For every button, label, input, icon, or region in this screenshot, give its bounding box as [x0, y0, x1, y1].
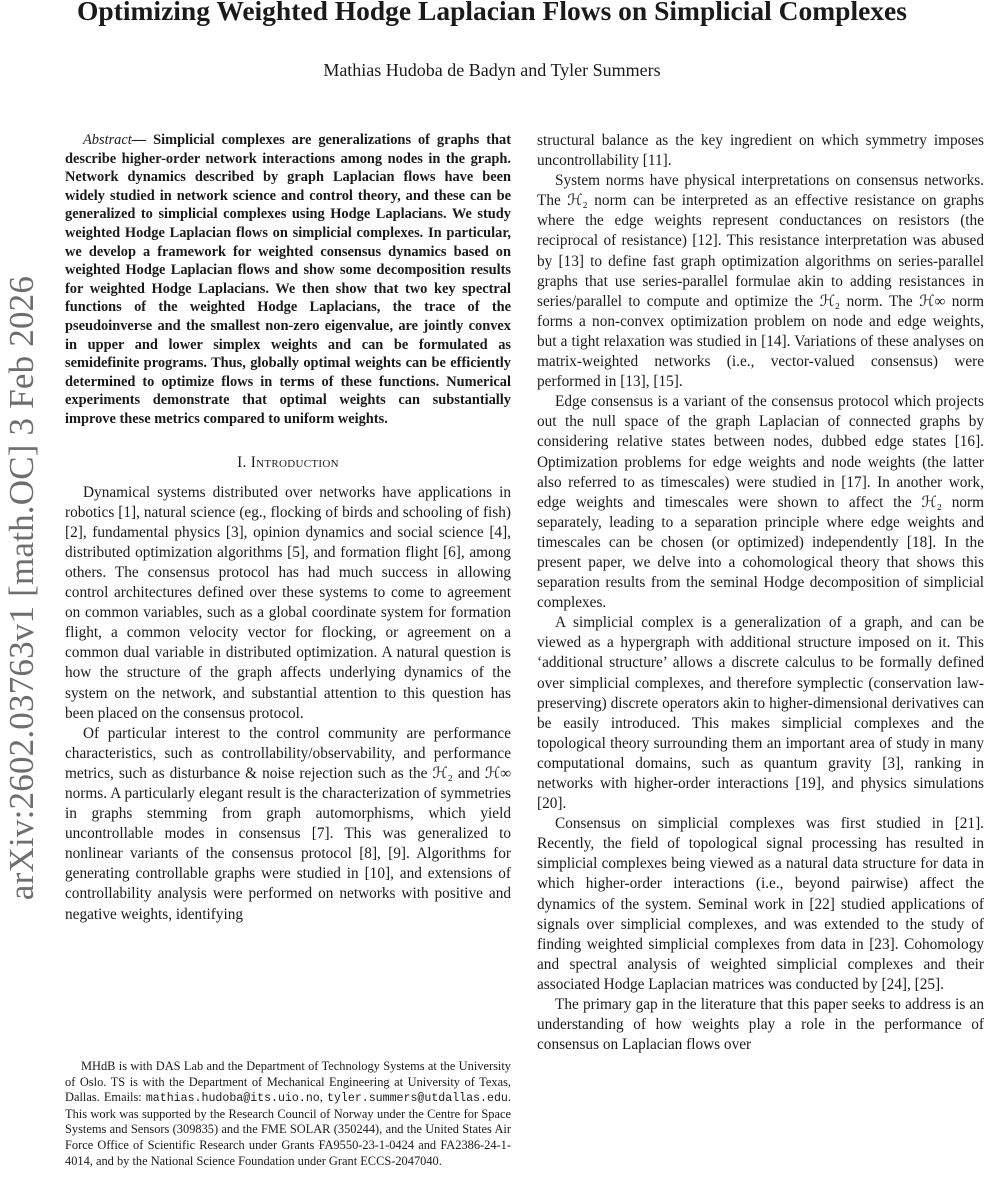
left-column — [65, 131, 511, 1200]
body-paragraph: Of particular interest to the control community are performance characteristics, such as controllability/observability, and performance metrics, such as disturbance & noise rejection such as the ℋ₂ and ℋ∞ norms. A particularly elegant result is the characterization of symmetries in graphs stemming from graph automorphisms, which yield uncontrollable modes in consensus [7]. This was generalized to nonlinear variants of the consensus protocol [8], [9]. Algorithms for generating controllable graphs were studied in [10], and extensions of controllability analysis were performed on networks with positive and negative weights, identifying — [65, 724, 511, 923]
email-link[interactable]: mathias.hudoba@its.uio.no — [145, 1092, 320, 1106]
footnote-separator: , — [319, 1090, 327, 1105]
right-column — [537, 131, 984, 1200]
footnote — [65, 1059, 511, 1169]
footnote-funding: . This work was supported by the Research Council of Norway under the Centre for Space Systems and Sensors (309835) and the FME SOLAR (350244), and the United States Air Force Office of Scientific Research under Grants FA9550-23-1-0424 and FA2386-24-1-4014, and by the National Science Foundation under Grant ECCS-2047040. — [65, 1090, 511, 1168]
body-paragraph: The primary gap in the literature that this paper seeks to address is an understanding of how weights play a role in the performance of consensus on Laplacian flows over — [537, 996, 984, 1054]
body-paragraph: Edge consensus is a variant of the consensus protocol which projects out the null space of the graph Laplacian of connected graphs by considering relative states between nodes, dubbed edge states [16]. Optimization problems for edge weights and node weights (the latter also referred to as timescales) were studied in [17]. In another work, edge weights and timescales were shown to affect the ℋ₂ norm separately, leading to a separation principle where edge weights and timescales can be chosen (or optimized) independently [18]. In the present paper, we delve into a cohomological theory that shows this separation results from the seminal Hodge decomposition of simplicial complexes. — [537, 393, 984, 612]
body-paragraph: A simplicial complex is a generalization of a graph, and can be viewed as a hypergraph with additional structure imposed on it. This ‘additional structure’ allows a discrete calculus to be formally defined over simplicial complexes, and therefore symplectic (conservation law-preserving) discrete operators akin to higher-dimensional derivatives can be easily introduced. This makes simplicial complexes and the topological theory surrounding them an important area of study in many computational domains, such as quantum gravity [3], ranking in networks with higher-order interactions [19], and physics simulations [20]. — [537, 614, 984, 813]
body-paragraph: System norms have physical interpretations on consensus networks. The ℋ₂ norm can be interpreted as an effective resistance on graphs where the edge weights represent conductances on resistors (the reciprocal of resistance) [12]. This resistance interpretation was abused by [13] to define fast graph optimization algorithms on series-parallel graphs that use series-parallel formulae akin to adding resistances in series/parallel to compute and optimize the ℋ₂ norm. The ℋ∞ norm forms a non-convex optimization problem on node and edge weights, but a tight relaxation was studied in [14]. Variations of these analyses on matrix-weighted networks (i.e., vector-valued consensus) were performed in [13], [15]. — [537, 172, 984, 391]
arxiv-watermark — [0, 258, 44, 918]
abstract — [65, 131, 511, 429]
email-link[interactable]: tyler.summers@utdallas.edu — [326, 1092, 508, 1106]
section-heading-introduction: I. Introduction — [237, 453, 339, 471]
abstract-text: — Simplicial complexes are generalizations of graphs that describe higher-order network interactions among nodes in the graph. Network dynamics described by graph Laplacian flows have been widely studied in network science and control theory, and these can be generalized to simplicial complexes using Hodge Laplacians. We study weighted Hodge Laplacian flows on simplicial complexes. In particular, we develop a framework for weighted consensus dynamics based on weighted Hodge Laplacian flows and show some decomposition results for weighted Hodge Laplacians. We then show that two key spectral functions of the weighted Hodge Laplacians, the trace of the pseudoinverse and the smallest non-zero eigenvalue, are jointly convex in upper and lower simplex weights and can be formulated as semidefinite programs. Thus, globally optimal weights can be efficiently determined to optimize flows in terms of these functions. Numerical experiments demonstrate that optimal weights can substantially improve these metrics compared to uniform weights. — [65, 132, 511, 427]
body-paragraph: Dynamical systems distributed over networks have applications in robotics [1], natural science (eg., flocking of birds and schooling of fish) [2], fundamental physics [3], opinion dynamics and social science [4], distributed optimization algorithms [5], and formation flight [6], among others. The consensus protocol has had much success in allowing control architectures defined over these systems to come to agreement on common variables, such as a global coordinate system for formation flight, a common velocity vector for flocking, or agreement on a common dual variable in distributed optimization. A natural question is how the structure of the graph affects underlying dynamics of the system on the network, and substantial attention to this question has been placed on the consensus protocol. — [65, 483, 511, 722]
body-paragraph: Consensus on simplicial complexes was first studied in [21]. Recently, the field of topological signal processing has resulted in simplicial complexes being viewed as a natural data structure for data in which higher-order interactions (i.e., beyond pairwise) affect the dynamics of the system. Seminal work in [22] studied applications of signals over simplicial complexes, and was extended to the study of finding weighted simplicial complexes from data in [23]. Cohomology and spectral analysis of weighted simplicial complexes and their associated Hodge Laplacian matrices was conducted by [24], [25]. — [537, 815, 984, 993]
paper-authors: Mathias Hudoba de Badyn and Tyler Summers — [323, 60, 661, 80]
paper-title: Optimizing Weighted Hodge Laplacian Flows on Simplicial Complexes — [77, 0, 907, 26]
footnote-affiliation: MHdB is with DAS Lab and the Department of Technology Systems at the University of Oslo. TS is with the Department of Mechanical Engineering at University of Texas, Dallas. Emails: — [65, 1059, 511, 1105]
arxiv-identifier: arXiv:2602.03763v1 [math.OC] 3 Feb 2026 — [2, 275, 42, 901]
abstract-label: Abstract — [83, 132, 132, 148]
body-paragraph: structural balance as the key ingredient on which symmetry imposes uncontrollability [11]. — [537, 132, 984, 170]
